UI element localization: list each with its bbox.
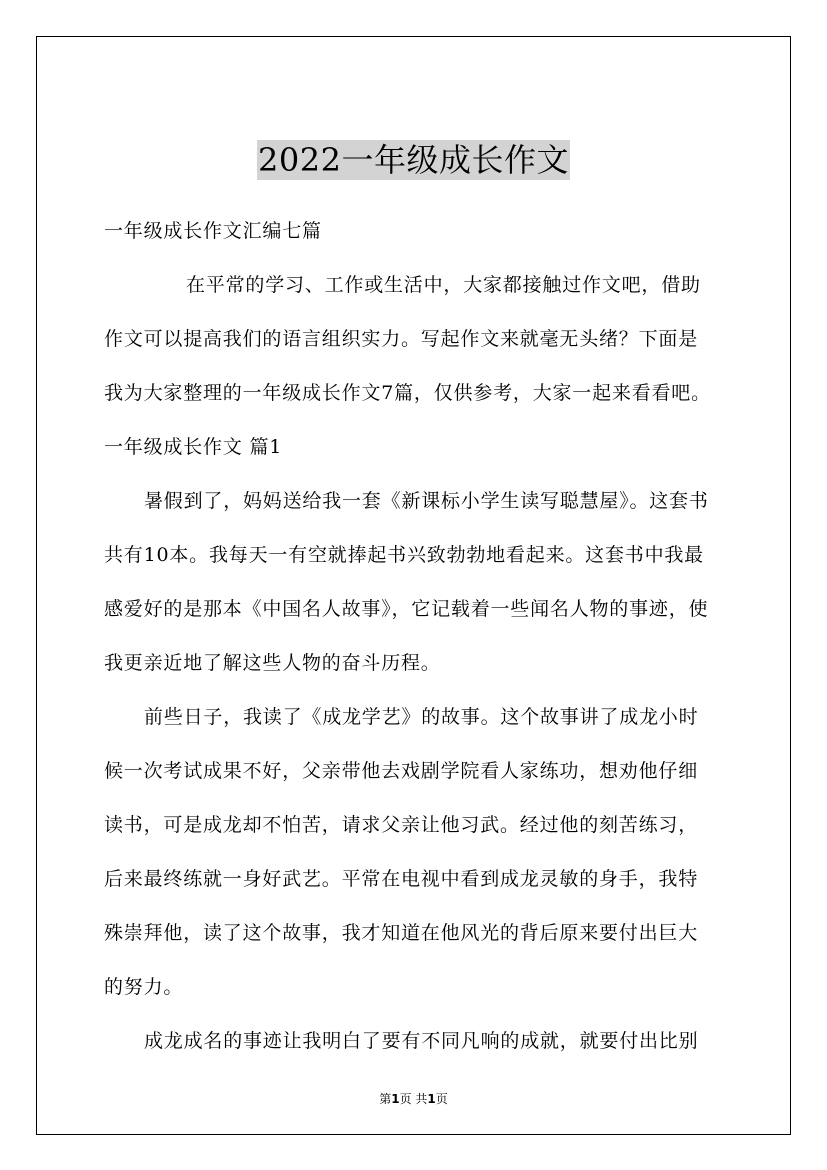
paragraph-line: 共有10本。我每天一有空就捧起书兴致勃勃地看起来。这套书中我最 (104, 544, 704, 566)
paragraph-line: 读书，可是成龙却不怕苦，请求父亲让他习武。经过他的刻苦练习， (104, 814, 699, 836)
paragraph-line: 后来最终练就一身好武艺。平常在电视中看到成龙灵敏的身手，我特 (104, 868, 699, 890)
paragraph-line: 感爱好的是那本《中国名人故事》，它记载着一些闻名人物的事迹，使 (104, 598, 709, 620)
page-footer (37, 1090, 790, 1107)
paragraph-line: 前些日子，我读了《成龙学艺》的故事。这个故事讲了成龙小时 (144, 706, 699, 728)
footer-mid: 页 共 (399, 1092, 428, 1106)
document-title: 2022一年级成长作文 (258, 141, 569, 179)
footer-suffix: 页 (435, 1092, 448, 1106)
paragraph-line: 的努力。 (104, 976, 184, 998)
footer-page-number: 1 (391, 1092, 400, 1106)
paragraph-line: 我为大家整理的一年级成长作文7篇，仅供参考，大家一起来看看吧。 (104, 382, 711, 404)
paragraph-line: 殊崇拜他，读了这个故事，我才知道在他风光的背后原来要付出巨大 (104, 922, 699, 944)
footer-page-total: 1 (427, 1092, 436, 1106)
footer-prefix: 第 (379, 1092, 392, 1106)
title-wrap (37, 140, 790, 180)
page-frame (36, 36, 791, 1135)
paragraph-line: 候一次考试成果不好，父亲带他去戏剧学院看人家练功，想劝他仔细 (104, 760, 699, 782)
paragraph-line: 作文可以提高我们的语言组织实力。写起作文来就毫无头绪？下面是 (104, 328, 699, 350)
paragraph-line: 暑假到了，妈妈送给我一套《新课标小学生读写聪慧屋》。这套书 (144, 490, 709, 512)
document-body (104, 215, 754, 1079)
section-heading: 一年级成长作文 篇1 (104, 436, 283, 458)
paragraph-line: 我更亲近地了解这些人物的奋斗历程。 (104, 652, 441, 674)
subtitle-line: 一年级成长作文汇编七篇 (104, 220, 322, 242)
paragraph-line: 在平常的学习、工作或生活中，大家都接触过作文吧，借助 (186, 274, 701, 296)
paragraph-line: 成龙成名的事迹让我明白了要有不同凡响的成就，就要付出比别 (144, 1030, 699, 1052)
